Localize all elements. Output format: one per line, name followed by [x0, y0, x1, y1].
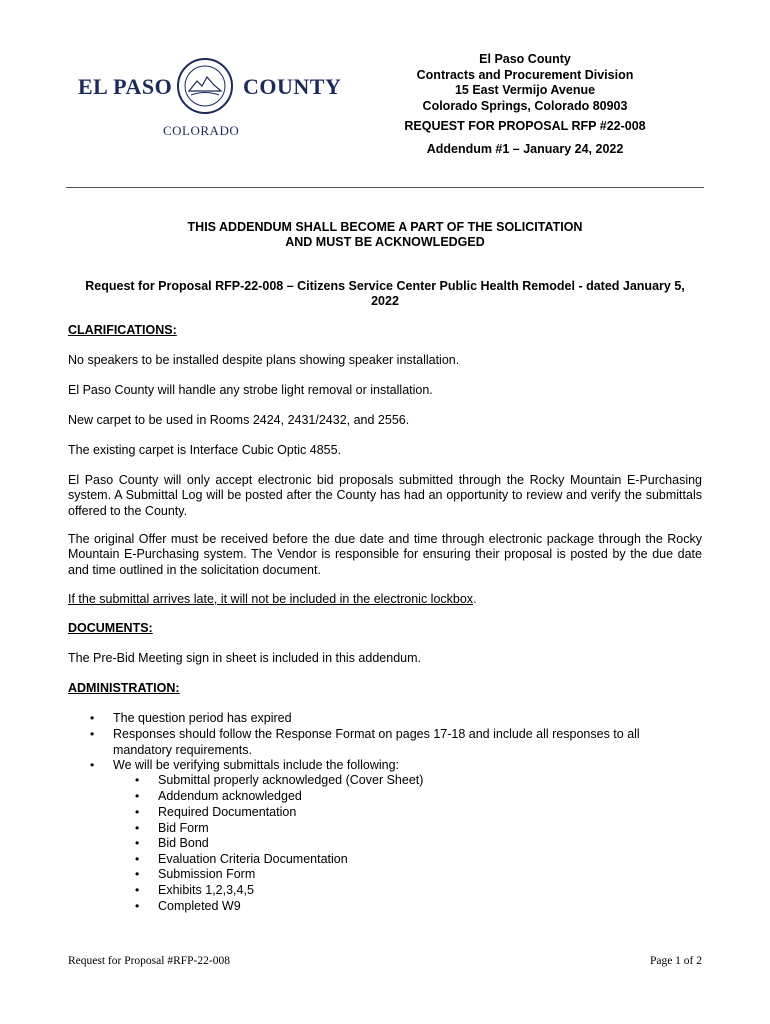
checklist-item: Bid Form — [158, 821, 209, 835]
street-address: 15 East Vermijo Avenue — [454, 83, 596, 97]
documents-para: The Pre-Bid Meeting sign in sheet is included in this addendum. — [68, 651, 421, 665]
late-submittal-text: If the submittal arrives late, it will not be included in the electronic lockbox — [68, 592, 474, 606]
checklist-item: Submittal properly acknowledged (Cover Sheet) — [158, 773, 424, 787]
checklist-item: Evaluation Criteria Documentation — [158, 852, 348, 866]
subject-line-2: 2022 — [371, 294, 399, 308]
logo-text-left: EL PASO — [78, 74, 173, 99]
footer-doc-ref: Request for Proposal #RFP-22-008 — [68, 955, 230, 967]
notice-line-1: THIS ADDENDUM SHALL BECOME A PART OF THE SOLICITATION — [187, 220, 583, 234]
clarification-para: New carpet to be used in Rooms 2424, 2431/2432, and 2556. — [68, 413, 410, 427]
logo-text-right: COUNTY — [243, 74, 342, 99]
admin-bullet-line: Responses should follow the Response Format on pages 17-18 and include all responses to all — [113, 727, 640, 741]
notice-block — [66, 220, 704, 250]
administration-heading: ADMINISTRATION: — [68, 681, 180, 695]
bullet-icon: • — [90, 711, 95, 725]
clarification-para: El Paso County will only accept electronic bid proposals submitted through the Rocky Mountain E-Purchasing system. A Submittal Log will be posted after the County has had an opportunity to review and verify the submittals offered to the County. — [68, 473, 702, 518]
county-seal-icon — [176, 57, 234, 115]
bullet-icon: • — [135, 821, 140, 835]
late-submittal-period: . — [473, 592, 477, 606]
checklist-item: Bid Bond — [158, 836, 209, 850]
bullet-icon: • — [135, 867, 140, 881]
footer-page-number: Page 1 of 2 — [649, 955, 702, 967]
notice-line-2: AND MUST BE ACKNOWLEDGED — [285, 235, 485, 249]
checklist-item: Required Documentation — [158, 805, 297, 819]
admin-bullet-item: We will be verifying submittals include the following: — [113, 758, 400, 772]
checklist-item: Exhibits 1,2,3,4,5 — [158, 883, 254, 897]
clarification-para: The existing carpet is Interface Cubic Optic 4855. — [68, 443, 342, 457]
clarification-para: No speakers to be installed despite plans showing speaker installation. — [68, 353, 460, 367]
checklist-item: Completed W9 — [158, 899, 241, 913]
bullet-icon: • — [135, 805, 140, 819]
checklist-item: Submission Form — [158, 867, 256, 881]
address-block — [360, 52, 690, 114]
admin-bullet-line: mandatory requirements. — [113, 742, 252, 757]
clarifications-heading: CLARIFICATIONS: — [68, 323, 177, 337]
division-name: Contracts and Procurement Division — [416, 67, 634, 82]
rfp-number: REQUEST FOR PROPOSAL RFP #22-008 — [404, 119, 646, 133]
clarification-para: The original Offer must be received before the due date and time through electronic package through the Rocky Mountain E-Purchasing system. The Vendor is responsible for ensuring their proposal is posted by the due date and time outlined in the solicitation document. — [68, 532, 702, 577]
city-address: Colorado Springs, Colorado 80903 — [422, 98, 628, 113]
bullet-icon: • — [135, 883, 140, 897]
header-divider — [66, 187, 704, 188]
clarification-para: El Paso County will handle any strobe light removal or installation. — [68, 383, 433, 397]
checklist-item: Addendum acknowledged — [158, 789, 302, 803]
bullet-icon: • — [135, 836, 140, 850]
bullet-icon: • — [135, 899, 140, 913]
bullet-icon: • — [135, 852, 140, 866]
bullet-icon: • — [90, 727, 95, 741]
subject-line-1: Request for Proposal RFP-22-008 – Citizens Service Center Public Health Remodel - dated January 5, — [85, 279, 685, 293]
documents-heading: DOCUMENTS: — [68, 621, 153, 635]
admin-bullet-item: The question period has expired — [113, 711, 292, 725]
bullet-icon: • — [135, 789, 140, 803]
subject-block — [66, 279, 704, 309]
org-name: El Paso County — [479, 52, 571, 66]
logo-state-text: COLORADO — [163, 123, 240, 138]
admin-bullet-item — [113, 727, 640, 758]
addendum-date: Addendum #1 – January 24, 2022 — [426, 142, 624, 156]
late-submittal-note — [68, 592, 702, 607]
bullet-icon: • — [135, 773, 140, 787]
bullet-icon: • — [90, 758, 95, 772]
